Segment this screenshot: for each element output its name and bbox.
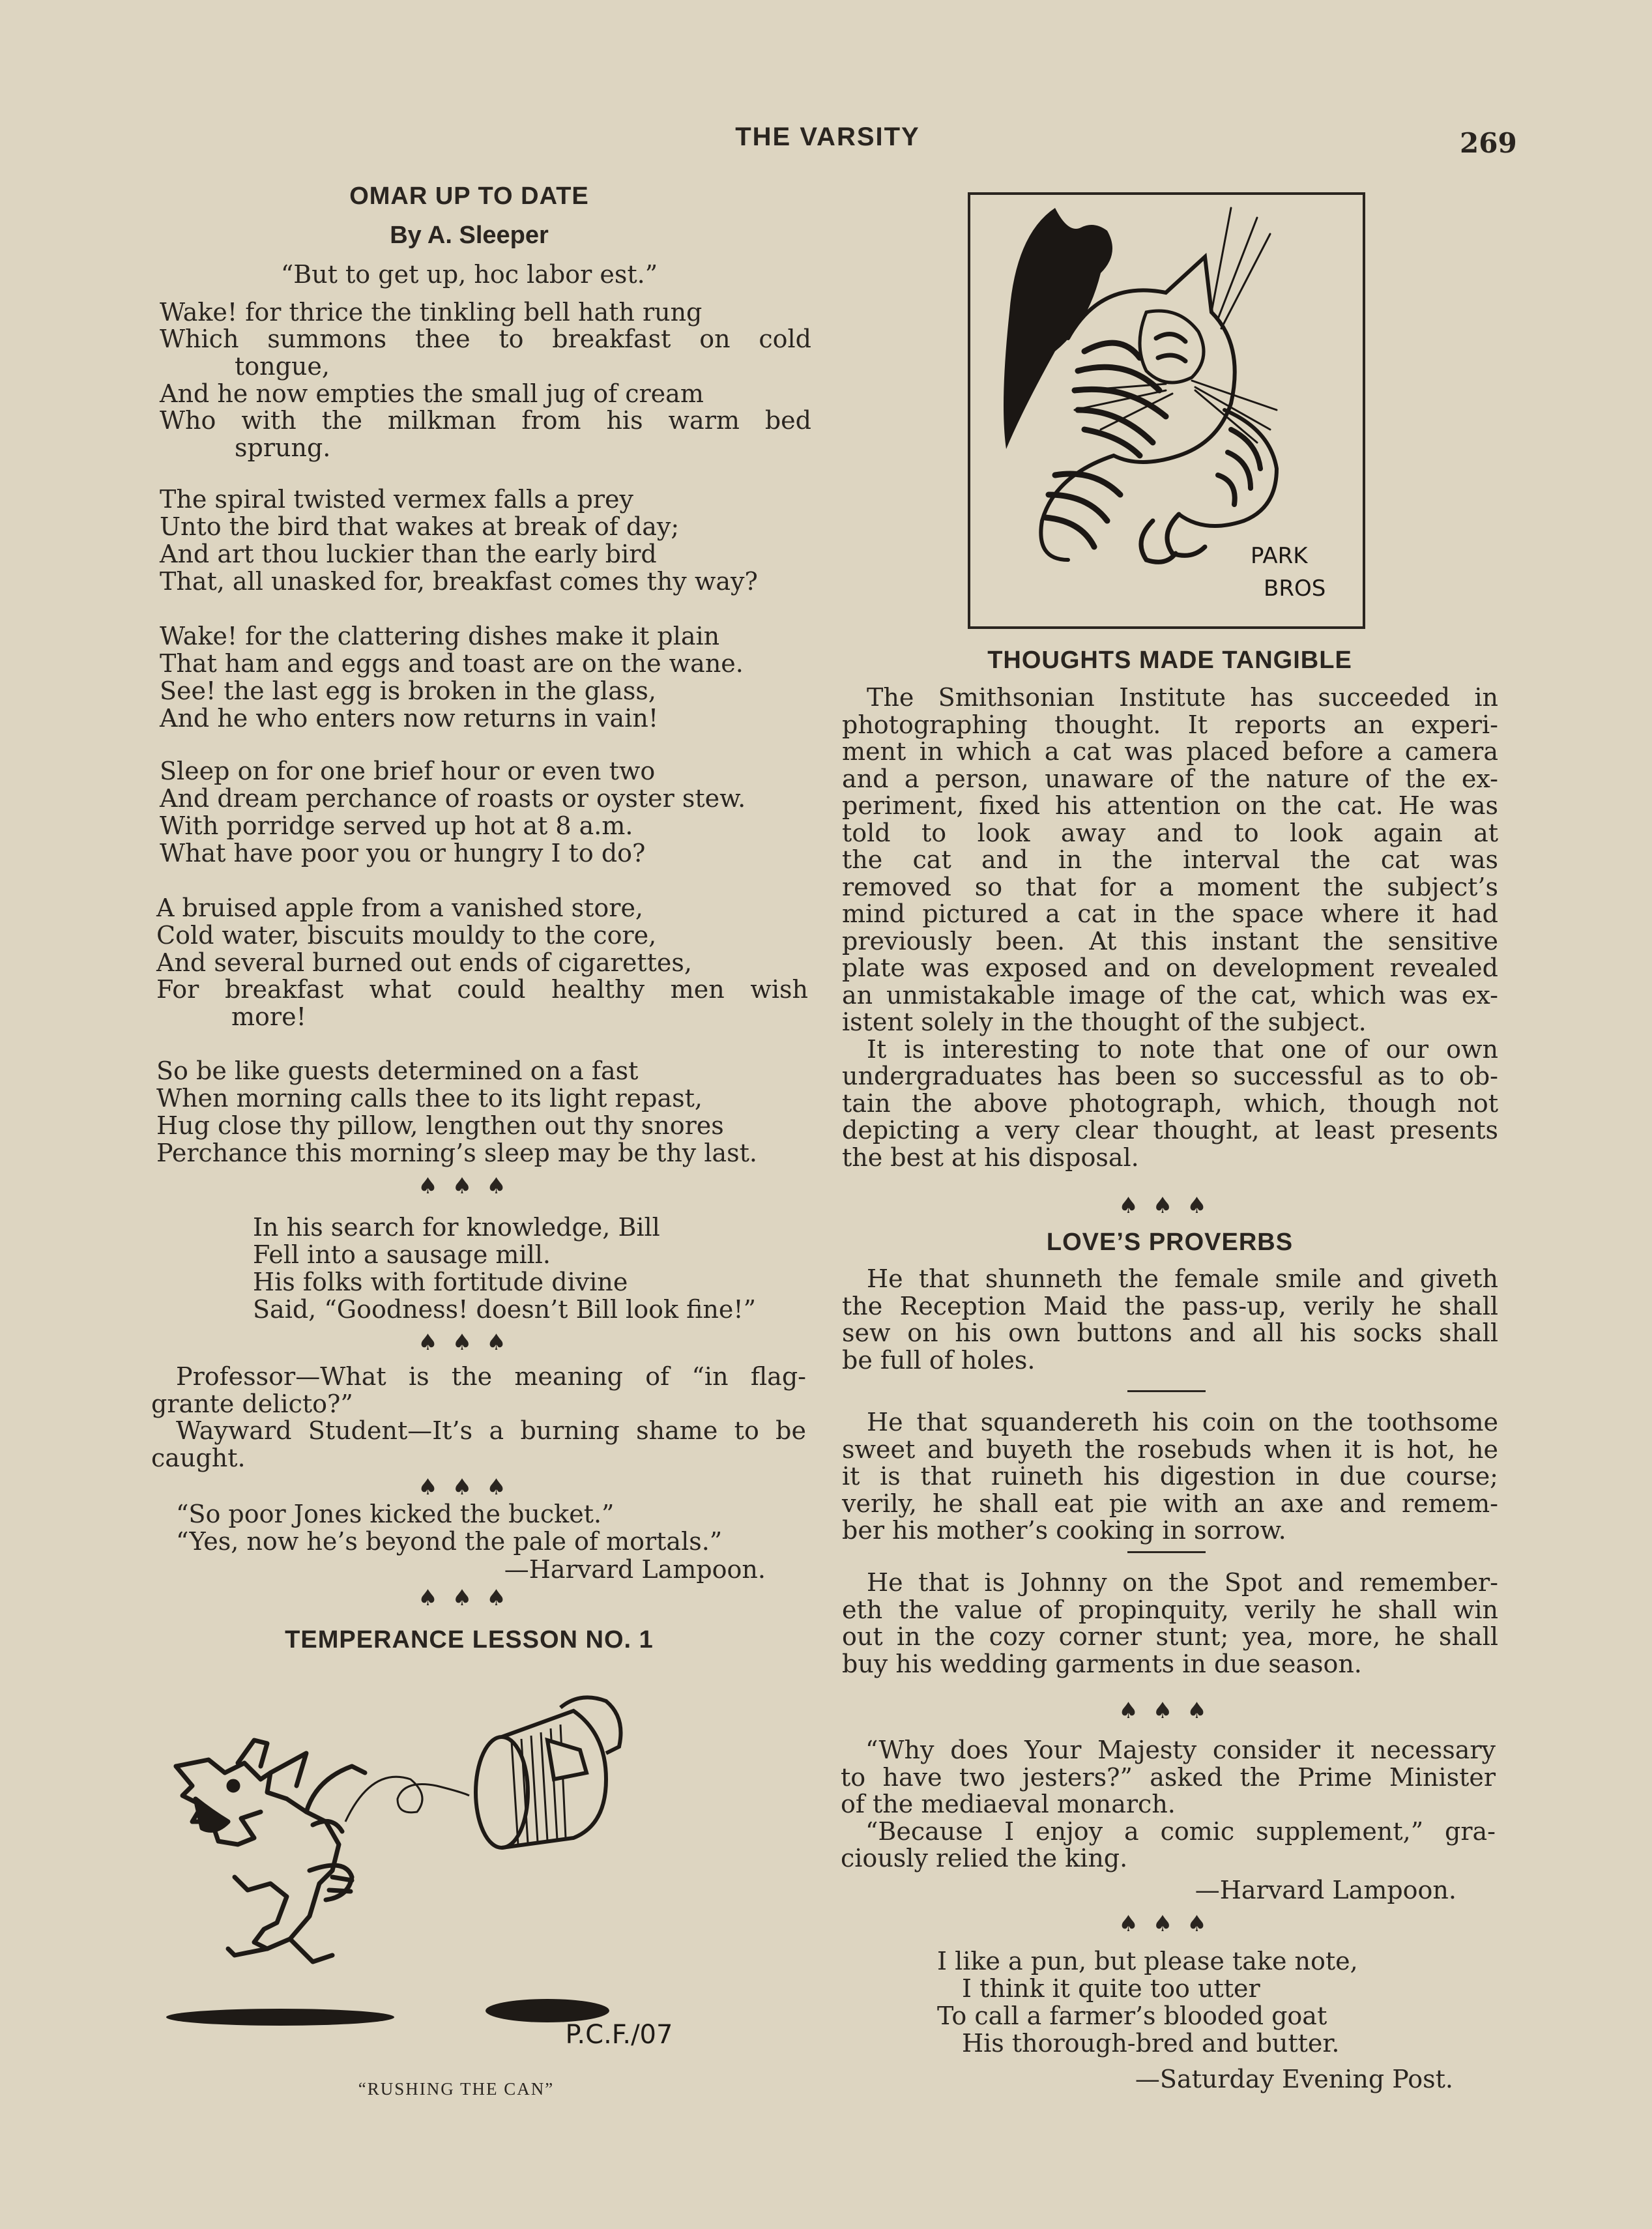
- jones-joke: [176, 1500, 802, 1584]
- article-title: LOVE’S PROVERBS: [1046, 1229, 1294, 1256]
- section-separator: ♠♠♠: [1118, 1193, 1221, 1219]
- can-drawing: [476, 1697, 621, 1848]
- verse-line: And art thou luckier than the early bird: [160, 540, 657, 568]
- proverb-3: [842, 1569, 1498, 1678]
- text-line: the cat and in the interval the cat was: [842, 845, 1498, 874]
- joke-line: “So poor Jones kicked the bucket.”: [176, 1500, 615, 1528]
- text-line: ber his mother’s cooking in sorrow.: [842, 1516, 1286, 1545]
- text-line: He that shunneth the female smile and giveth: [867, 1264, 1498, 1293]
- verse-line: And he now empties the small jug of cream: [160, 379, 704, 408]
- text-line: the Reception Maid the pass-up, verily he shall: [842, 1291, 1498, 1320]
- verse-line: To call a farmer’s blooded goat: [937, 2002, 1327, 2030]
- verse-line: Said, “Goodness! doesn’t Bill look fine!”: [253, 1295, 757, 1324]
- verse-line: more!: [231, 1002, 306, 1031]
- verse-line: For breakfast what could healthy men wish: [156, 975, 808, 1004]
- text-line: out in the cozy corner stunt; yea, more, he shall: [842, 1622, 1498, 1651]
- joke-line: “Yes, now he’s beyond the pale of mortals.”: [176, 1527, 723, 1556]
- text-line: the best at his disposal.: [842, 1143, 1139, 1172]
- joke-line: “Because I enjoy a comic supplement,” gra-: [865, 1816, 1496, 1846]
- verse-line: sprung.: [235, 433, 331, 462]
- verse-line: His thorough-bred and butter.: [962, 2029, 1340, 2058]
- text-line: ment in which a cat was placed before a camera: [842, 737, 1498, 766]
- text-line: sew on his own buttons and all his socks shall: [842, 1318, 1498, 1347]
- text-line: told to look away and to look again at: [842, 818, 1498, 847]
- verse-line: Perchance this morning’s sleep may be thy last.: [156, 1139, 758, 1167]
- proverb-divider: [1127, 1390, 1206, 1392]
- verse-line: And dream perchance of roasts or oyster stew.: [160, 784, 746, 813]
- poem-stanza-1: [160, 299, 811, 461]
- article-title: THOUGHTS MADE TANGIBLE: [987, 647, 1352, 674]
- dog-with-can-illustration: [156, 1682, 821, 2047]
- text-line: It is interesting to note that one of our own: [867, 1034, 1498, 1064]
- verse-line: tongue,: [235, 352, 330, 381]
- bill-verse: [253, 1214, 813, 1323]
- text-line: an unmistakable image of the cat, which was ex-: [842, 980, 1498, 1010]
- text-line: mind pictured a cat in the space where it had: [842, 899, 1498, 928]
- proverb-2: [842, 1409, 1498, 1545]
- proverb-divider: [1127, 1551, 1206, 1553]
- verse-line: The spiral twisted vermex falls a prey: [160, 485, 633, 514]
- text-line: plate was exposed and on development revealed: [842, 954, 1498, 982]
- text-line: previously been. At this instant the sensitive: [842, 926, 1498, 955]
- verse-line: And he who enters now returns in vain!: [160, 704, 659, 733]
- text-line: tain the above photograph, which, though not: [842, 1088, 1498, 1118]
- text-line: removed so that for a moment the subject’s: [842, 872, 1498, 901]
- text-line: undergraduates has been so successful as to ob-: [842, 1062, 1498, 1090]
- verse-line: That, all unasked for, breakfast comes thy way?: [160, 567, 758, 596]
- can-shadow: [485, 1999, 609, 2022]
- section-separator: ♠♠♠: [418, 1474, 521, 1500]
- section-separator: ♠♠♠: [418, 1173, 521, 1199]
- verse-line: In his search for knowledge, Bill: [253, 1213, 660, 1242]
- cartoon-caption: “RUSHING THE CAN”: [358, 2079, 555, 2099]
- attribution: —Harvard Lampoon.: [1195, 1876, 1456, 1904]
- verse-line: I like a pun, but please take note,: [937, 1947, 1358, 1975]
- text-line: it is that ruineth his digestion in due course;: [842, 1462, 1498, 1491]
- text-line: sweet and buyeth the rosebuds when it is hot, he: [842, 1435, 1498, 1464]
- attribution: —Harvard Lampoon.: [504, 1555, 766, 1584]
- verse-line: Sleep on for one brief hour or even two: [160, 757, 656, 785]
- thoughts-paragraph-1: [842, 684, 1498, 1171]
- text-line: depicting a very clear thought, at least presents: [842, 1116, 1498, 1144]
- page-number: 269: [1460, 127, 1517, 159]
- verse-line: I think it quite too utter: [962, 1974, 1260, 2003]
- verse-line: See! the last egg is broken in the glass,: [160, 677, 656, 705]
- verse-line: Which summons thee to breakfast on cold: [160, 325, 811, 353]
- verse-line: What have poor you or hungry I to do?: [160, 839, 646, 867]
- running-header: THE VARSITY: [735, 123, 920, 151]
- joke-line: to have two jesters?” asked the Prime Minister: [841, 1762, 1496, 1792]
- verse-line: Cold water, biscuits mouldy to the core,: [156, 921, 657, 950]
- verse-line: Wake! for the clattering dishes make it plain: [160, 622, 720, 650]
- text-line: be full of holes.: [842, 1345, 1036, 1375]
- verse-line: Unto the bird that wakes at break of day;: [160, 512, 680, 541]
- artist-signature: BROS: [1264, 575, 1326, 602]
- text-line: eth the value of propinquity, verily he shall win: [842, 1595, 1498, 1624]
- joke-line: grante delicto?”: [151, 1389, 353, 1418]
- verse-line: A bruised apple from a vanished store,: [156, 894, 644, 922]
- text-line: photographing thought. It reports an experi-: [842, 710, 1498, 739]
- dog-drawing: [176, 1740, 365, 1962]
- section-separator: ♠♠♠: [1118, 1698, 1221, 1724]
- text-line: and a person, unaware of the nature of the ex-: [842, 764, 1498, 793]
- verse-line: Wake! for thrice the tinkling bell hath rung: [160, 298, 703, 327]
- poem-stanza-3: [160, 622, 811, 732]
- joke-line: “Why does Your Majesty consider it necessary: [865, 1736, 1496, 1764]
- verse-line: So be like guests determined on a fast: [156, 1056, 639, 1085]
- jesters-joke: [841, 1737, 1496, 1872]
- poem-stanza-4: [160, 757, 811, 867]
- professor-joke: [151, 1363, 806, 1472]
- text-line: verily, he shall eat pie with an axe and remem-: [842, 1489, 1498, 1518]
- pun-verse: [937, 1947, 1498, 2057]
- poem-stanza-6: [156, 1057, 808, 1167]
- cartoon-title: TEMPERANCE LESSON NO. 1: [285, 1626, 654, 1654]
- proverb-1: [842, 1266, 1498, 1374]
- verse-line: When morning calls thee to its light repast,: [156, 1084, 703, 1113]
- verse-line: Fell into a sausage mill.: [253, 1240, 551, 1269]
- verse-line: With porridge served up hot at 8 a.m.: [160, 811, 633, 840]
- poem-motto: “But to get up, hoc labor est.”: [280, 260, 658, 289]
- section-separator: ♠♠♠: [418, 1585, 521, 1611]
- can-string: [345, 1777, 469, 1822]
- text-line: periment, fixed his attention on the cat. He was: [842, 791, 1498, 820]
- section-separator: ♠♠♠: [418, 1330, 521, 1356]
- joke-line: of the mediaeval monarch.: [841, 1790, 1176, 1818]
- joke-line: Wayward Student—It’s a burning shame to be: [176, 1416, 806, 1445]
- verse-line: Who with the milkman from his warm bed: [160, 406, 811, 435]
- joke-line: caught.: [151, 1443, 246, 1472]
- verse-line: His folks with fortitude divine: [253, 1268, 628, 1296]
- text-line: He that squandereth his coin on the toothsome: [867, 1408, 1498, 1436]
- dog-shadow: [166, 2009, 394, 2026]
- verse-line: Hug close thy pillow, lengthen out thy snores: [156, 1111, 724, 1140]
- poem-stanza-2: [160, 486, 811, 595]
- text-line: buy his wedding garments in due season.: [842, 1649, 1362, 1678]
- text-line: He that is Johnny on the Spot and remember-: [867, 1568, 1498, 1597]
- text-line: istent solely in the thought of the subject.: [842, 1008, 1367, 1036]
- poem-title: OMAR UP TO DATE: [349, 182, 589, 210]
- artist-signature: PARK: [1251, 543, 1308, 569]
- cat-illustration: [970, 195, 1363, 626]
- verse-line: That ham and eggs and toast are on the wane.: [160, 649, 744, 678]
- cat-photo-frame: [968, 192, 1365, 629]
- text-line: The Smithsonian Institute has succeeded in: [867, 683, 1498, 712]
- attribution: —Saturday Evening Post.: [1135, 2065, 1453, 2093]
- joke-line: ciously relied the king.: [841, 1844, 1128, 1872]
- artist-signature: P.C.F./07: [565, 2020, 673, 2047]
- poem-byline: By A. Sleeper: [390, 222, 549, 249]
- poem-stanza-5: [156, 894, 808, 1030]
- verse-line: And several burned out ends of cigarettes,: [156, 948, 692, 977]
- section-separator: ♠♠♠: [1118, 1911, 1221, 1937]
- joke-line: Professor—What is the meaning of “in flag-: [176, 1362, 806, 1391]
